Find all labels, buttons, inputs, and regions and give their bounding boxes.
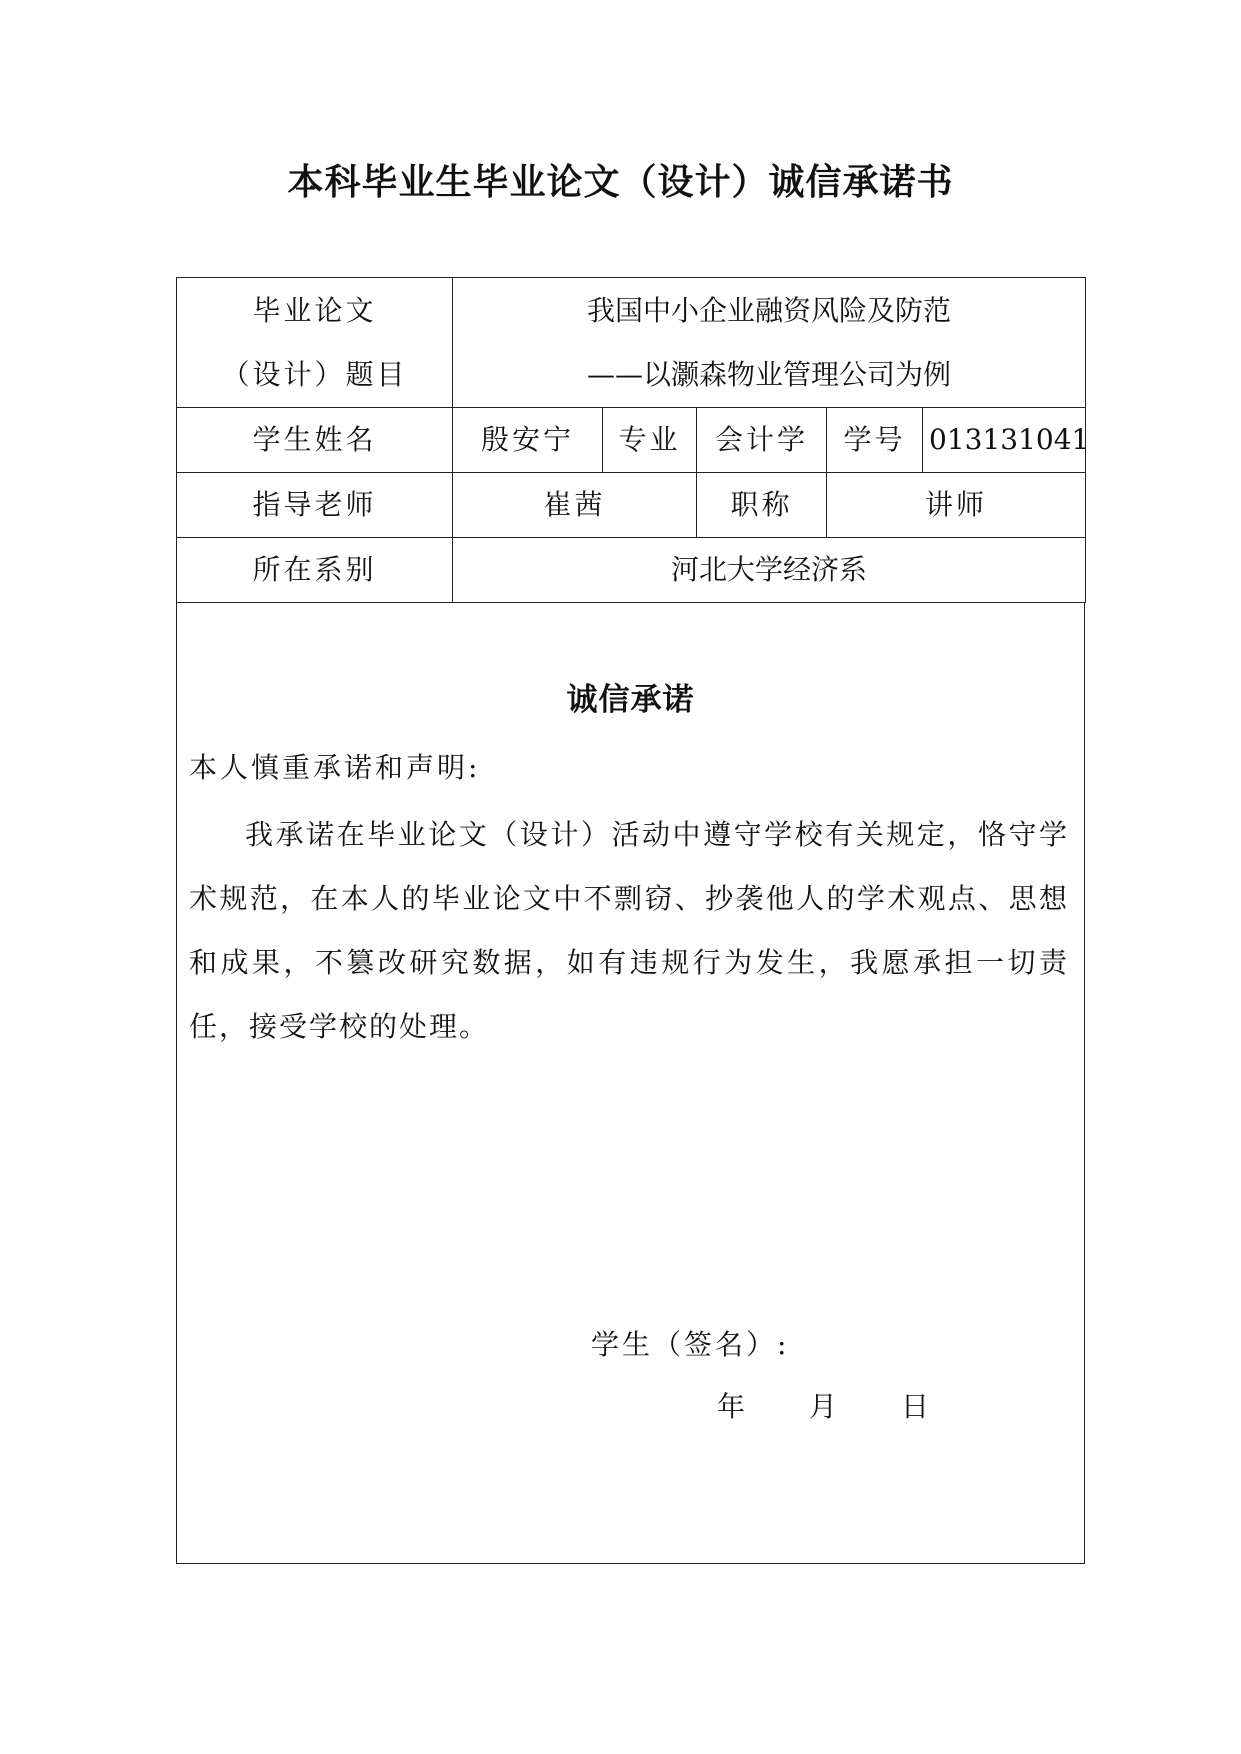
advisor-title-label: 职称 [697,473,827,538]
student-id-value: 013131041 [923,408,1086,473]
table-row [177,408,1086,473]
table-row [177,278,1086,408]
month-label: 月 [809,1390,838,1423]
student-name-label: 学生姓名 [177,408,453,473]
advisor-title-value: 讲师 [827,473,1086,538]
table-row [177,473,1086,538]
day-label: 日 [901,1390,930,1423]
thesis-title-cell [453,278,1086,408]
integrity-promise-box [176,603,1085,1564]
promise-intro: 本人慎重承诺和声明: [189,751,481,784]
student-id-label: 学号 [827,408,923,473]
major-value: 会计学 [697,408,827,473]
promise-heading: 诚信承诺 [566,682,695,718]
thesis-title-label-cell [177,278,453,408]
thesis-title-label-line2: （设计）题目 [221,357,408,391]
thesis-title-line1: 我国中小企业融资风险及防范 [587,293,952,327]
department-value: 河北大学经济系 [453,538,1086,603]
thesis-title-line2: ——以灏森物业管理公司为例 [587,357,952,391]
department-label: 所在系别 [177,538,453,603]
info-table [176,277,1090,603]
signature-date [717,1387,929,1427]
signature-label: 学生（签名）: [591,1328,790,1361]
table-row [177,538,1086,603]
advisor-value: 崔茜 [453,473,697,538]
promise-body: 我承诺在毕业论文（设计）活动中遵守学校有关规定，恪守学术规范，在本人的毕业论文中不剽窃、抄袭他人的学术观点、思想和成果，不篡改研究数据，如有违规行为发生，我愿承担一切责任，接受学校的处理。 [189,818,1069,1043]
advisor-label: 指导老师 [177,473,453,538]
thesis-title-label-line1: 毕业论文 [252,293,377,327]
student-name-value: 殷安宁 [453,408,603,473]
major-label: 专业 [603,408,697,473]
document-title: 本科毕业生毕业论文（设计）诚信承诺书 [287,161,954,203]
year-label: 年 [717,1390,746,1423]
